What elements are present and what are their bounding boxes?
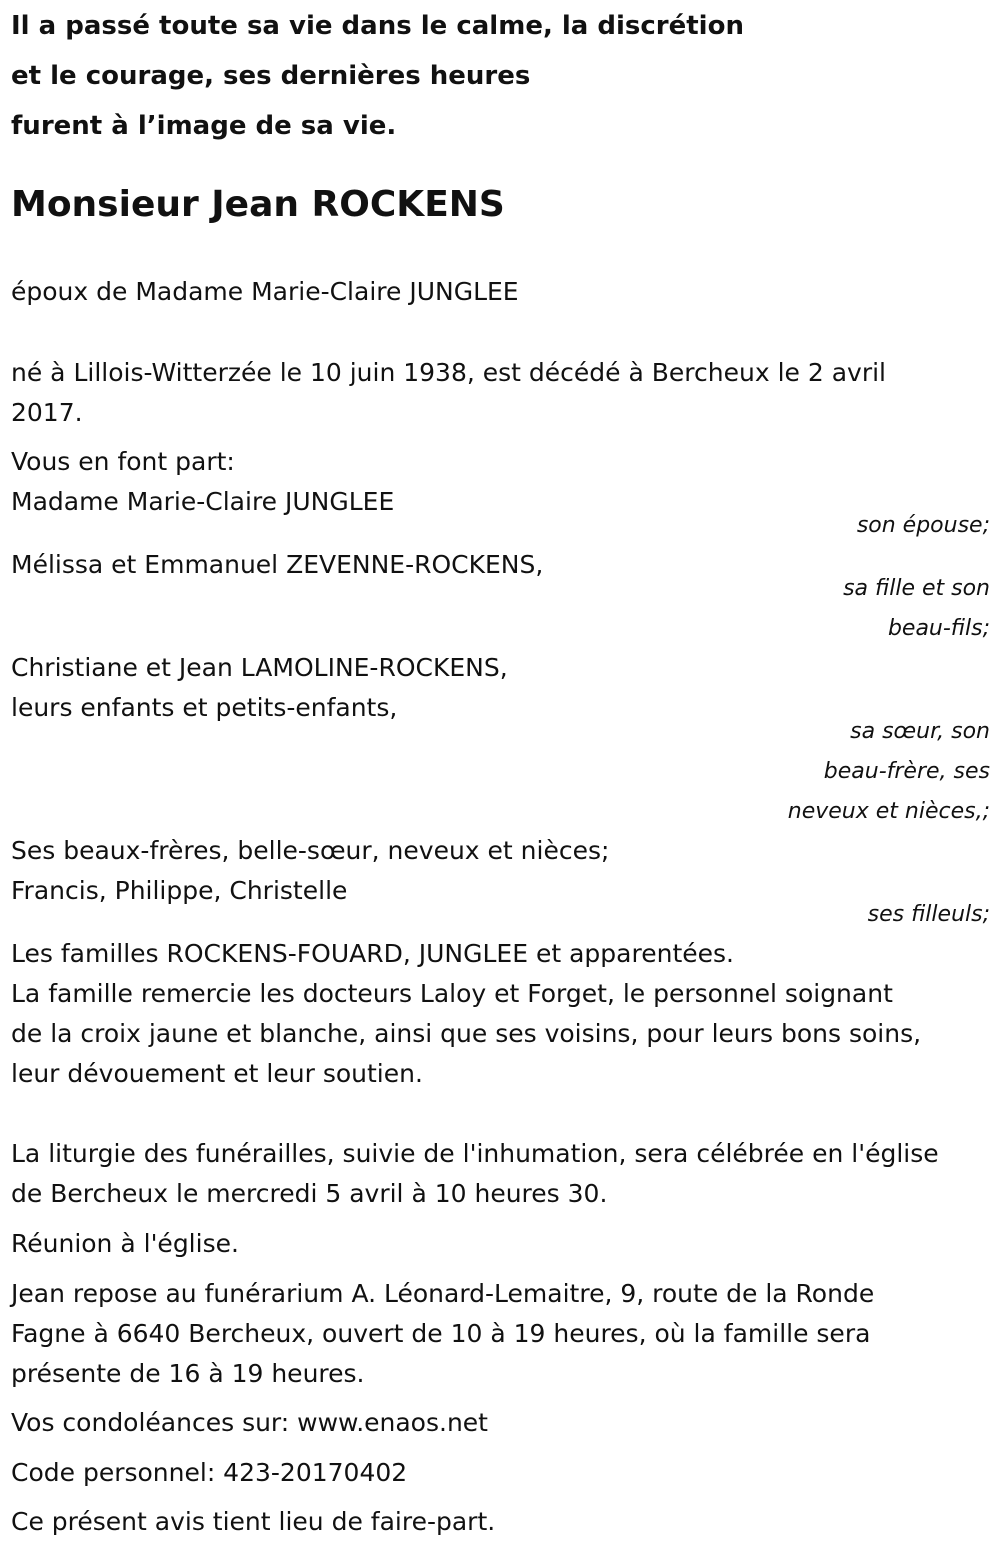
liturgy-line-2: de Bercheux le mercredi 5 avril à 10 heures 30.: [11, 1179, 608, 1208]
funerarium-line-3: présente de 16 à 19 heures.: [11, 1359, 365, 1388]
family-relation-2a: sa fille et son: [843, 576, 990, 601]
family-person-2: Mélissa et Emmanuel ZEVENNE-ROCKENS,: [11, 550, 544, 579]
birth-death-line-2: 2017.: [11, 398, 83, 427]
condolences-line: Vos condoléances sur: www.enaos.net: [11, 1408, 488, 1437]
closing-line: Ce présent avis tient lieu de faire-part.: [11, 1507, 496, 1536]
family-relation-2b: beau-fils;: [887, 616, 990, 641]
birth-death-line-1: né à Lillois-Witterzée le 10 juin 1938, est décédé à Bercheux le 2 avril: [11, 358, 886, 387]
meeting-line: Réunion à l'église.: [11, 1229, 239, 1258]
announce-line: Vous en font part:: [11, 447, 235, 476]
family-person-3a: Christiane et Jean LAMOLINE-ROCKENS,: [11, 653, 508, 682]
liturgy-line-1: La liturgie des funérailles, suivie de l'inhumation, sera célébrée en l'église: [11, 1139, 939, 1168]
family-relation-5: ses filleuls;: [867, 902, 990, 927]
spouse-line: époux de Madame Marie-Claire JUNGLEE: [11, 277, 519, 306]
family-person-1: Madame Marie-Claire JUNGLEE: [11, 487, 395, 516]
thanks-line-1: La famille remercie les docteurs Laloy et Forget, le personnel soignant: [11, 979, 893, 1008]
family-relation-1: son épouse;: [856, 513, 990, 538]
family-person-6: Les familles ROCKENS-FOUARD, JUNGLEE et apparentées.: [11, 939, 734, 968]
family-person-4: Ses beaux-frères, belle-sœur, neveux et nièces;: [11, 836, 610, 865]
epigraph-line-3: furent à l’image de sa vie.: [11, 111, 397, 141]
deceased-name: Monsieur Jean ROCKENS: [11, 184, 505, 225]
epigraph-line-1: Il a passé toute sa vie dans le calme, la discrétion: [11, 11, 744, 41]
family-relation-3c: neveux et nièces,;: [787, 799, 990, 824]
thanks-line-2: de la croix jaune et blanche, ainsi que ses voisins, pour leurs bons soins,: [11, 1019, 922, 1048]
epigraph-line-2: et le courage, ses dernières heures: [11, 61, 531, 91]
funerarium-line-1: Jean repose au funérarium A. Léonard-Lemaitre, 9, route de la Ronde: [11, 1279, 875, 1308]
personal-code-line: Code personnel: 423-20170402: [11, 1458, 408, 1487]
thanks-line-3: leur dévouement et leur soutien.: [11, 1059, 423, 1088]
family-person-5: Francis, Philippe, Christelle: [11, 876, 348, 905]
family-relation-3a: sa sœur, son: [850, 719, 990, 744]
family-person-3b: leurs enfants et petits-enfants,: [11, 693, 398, 722]
family-relation-3b: beau-frère, ses: [823, 759, 990, 784]
funerarium-line-2: Fagne à 6640 Bercheux, ouvert de 10 à 19 heures, où la famille sera: [11, 1319, 871, 1348]
